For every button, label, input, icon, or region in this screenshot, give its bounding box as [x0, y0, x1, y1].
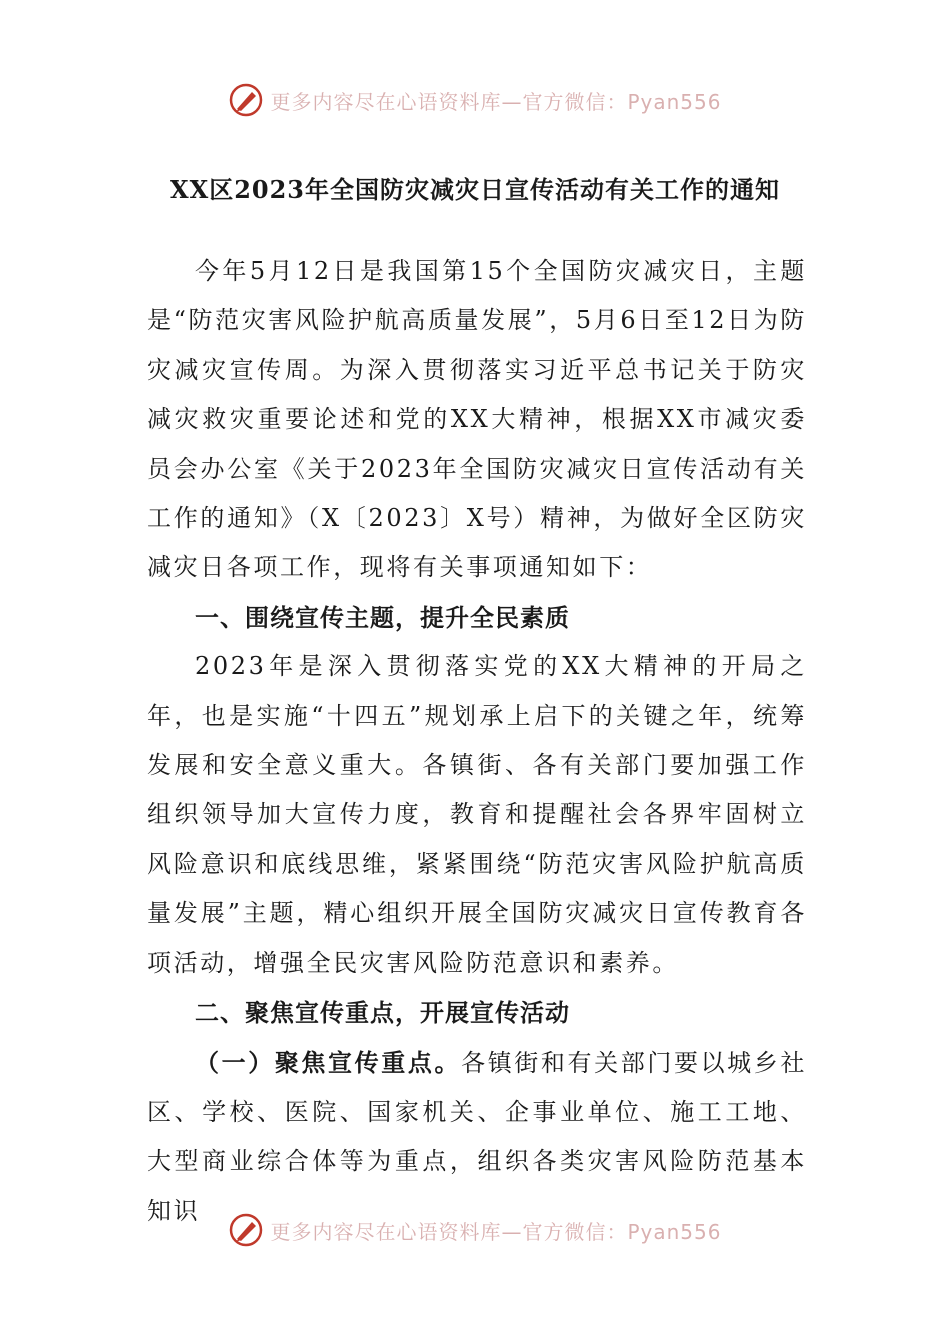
subsection-1-paragraph	[147, 1038, 807, 1237]
watermark-text: 更多内容尽在心语资料库—官方微信：Pyan556	[270, 89, 722, 114]
subsection-1-text: 各镇街和有关部门要以城乡社区、学校、医院、国家机关、企事业单位、施工工地、大型商业综合体等为重点，组织各类灾害风险防范基本知识	[147, 1048, 807, 1225]
section-2-heading: 二、聚焦宣传重点，开展宣传活动	[195, 998, 570, 1028]
subsection-1-lead: （一）聚焦宣传重点。	[195, 1047, 462, 1077]
section-1-paragraph: 2023年是深入贯彻落实党的XX大精神的开局之年，也是实施“十四五”规划承上启下的关键之年，统筹发展和安全意义重大。各镇街、各有关部门要加强工作组织领导加大宣传力度，教育和提醒社会各界牢固树立风险意识和底线思维，紧紧围绕“防范灾害风险护航高质量发展”主题，精心组织开展全国防灾减灾日宣传教育各项活动，增强全民灾害风险防范意识和素养。	[147, 652, 807, 977]
document-title: XX区2023年全国防灾减灾日宣传活动有关工作的通知	[169, 175, 781, 204]
pen-nib-circle-icon	[228, 1212, 264, 1248]
watermark-footer	[0, 1210, 950, 1250]
document-body	[147, 247, 807, 1236]
pen-nib-circle-icon	[228, 82, 264, 118]
intro-paragraph: 今年5月12日是我国第15个全国防灾减灾日，主题是“防范灾害风险护航高质量发展”，5月6日至12日为防灾减灾宣传周。为深入贯彻落实习近平总书记关于防灾减灾救灾重要论述和党的XX大精神，根据XX市减灾委员会办公室《关于2023年全国防灾减灾日宣传活动有关工作的通知》（X〔2023〕X号）精神，为做好全区防灾减灾日各项工作，现将有关事项通知如下：	[147, 257, 807, 582]
watermark-text: 更多内容尽在心语资料库—官方微信：Pyan556	[270, 1219, 722, 1244]
section-1-heading: 一、围绕宣传主题，提升全民素质	[195, 602, 570, 632]
watermark-header	[0, 80, 950, 120]
